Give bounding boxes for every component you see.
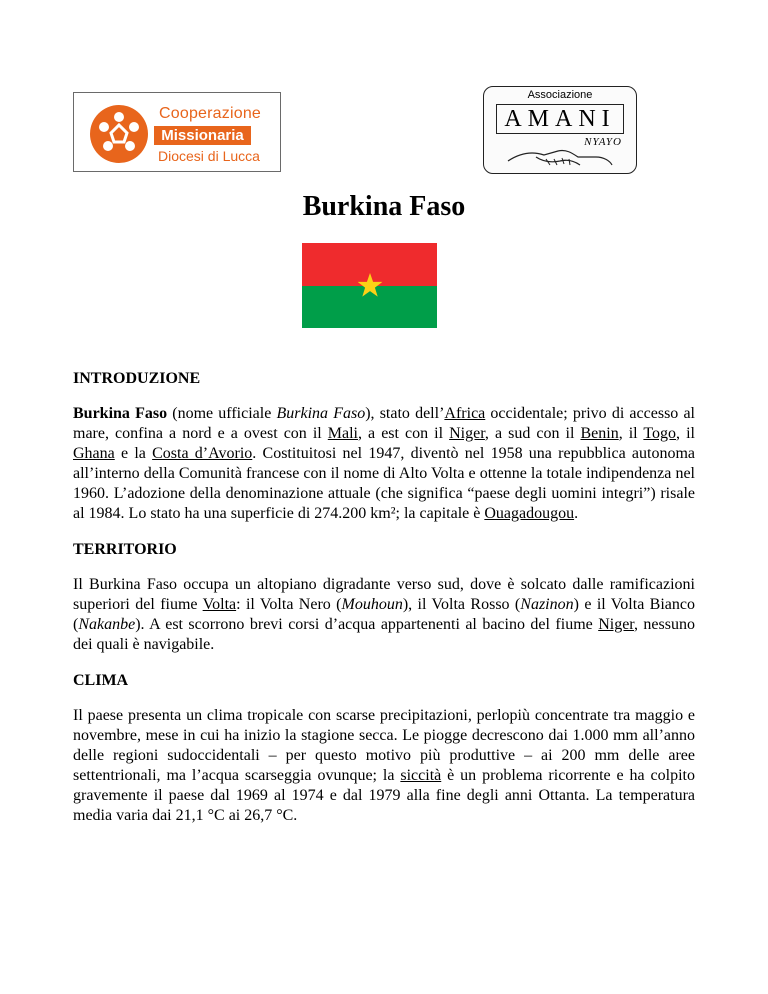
link-ghana[interactable]: Ghana xyxy=(73,445,115,462)
link-mali[interactable]: Mali xyxy=(327,425,358,442)
link-niger[interactable]: Niger xyxy=(449,425,485,442)
link-africa[interactable]: Africa xyxy=(444,405,486,422)
document-body xyxy=(73,369,695,826)
people-circle-logo-icon xyxy=(88,103,150,165)
paragraph-territorio: Il Burkina Faso occupa un altopiano digradante verso sud, dove è solcato dalle ramificazioni superiori del fiume Volta: il Volta Nero (Mouhoun), il Volta Rosso (Nazinon) e il Volta Bianco (Nakanbe). A est scorrono brevi corsi d’acqua appartenenti al bacino del fiume Niger, nessuno dei quali è navigabile. xyxy=(73,576,695,653)
link-ouagadougou[interactable]: Ouagadougou xyxy=(484,505,575,522)
amani-nyayo-logo xyxy=(483,86,637,174)
handshake-icon xyxy=(506,143,614,171)
heading-clima: CLIMA xyxy=(73,672,129,689)
logo-text-amani: AMANI xyxy=(496,104,624,134)
paragraph-clima: Il paese presenta un clima tropicale con scarse precipitazioni, perlopiù concentrate tra maggio e novembre, mese in cui ha inizio la stagione secca. Le piogge decrescono dai 1.000 mm all’anno delle regioni sudoccidentali – per questo motivo più produttive – ai 200 mm delle aree settentrionali, ma l’acqua scarseggia ovunque; la siccità è un problema ricorrente e ha colpito gravemente il paese dal 1969 al 1974 e dal 1979 alla fine degli anni Ottanta. La temperatura media varia dai 21,1 °C ai 26,7 °C. xyxy=(73,707,695,824)
burkina-faso-flag xyxy=(302,243,437,328)
italic-official-name: Burkina Faso xyxy=(276,405,366,422)
paragraph-introduzione: Burkina Faso (nome ufficiale Burkina Faso), stato dell’Africa occidentale; privo di accesso al mare, confina a nord e a ovest con il Mali, a est con il Niger, a sud con il Benin, il Togo, il Ghana e la Costa d’Avorio. Costituitosi nel 1947, diventò nel 1958 una repubblica autonoma all’interno della Comunità francese con il nome di Alto Volta e ottenne la totale indipendenza nel 1960. L’adozione della denominazione attuale (che significa “paese degli uomini integri”) risale al 1984. Lo stato ha una superficie di 274.200 km²; la capitale è Ouagadougou. xyxy=(73,405,696,522)
logo-text-missionaria: Missionaria xyxy=(154,126,251,145)
link-niger-river[interactable]: Niger xyxy=(598,616,634,633)
flag-star-icon xyxy=(357,273,383,298)
link-togo[interactable]: Togo xyxy=(643,425,677,442)
cooperazione-missionaria-logo xyxy=(73,92,281,172)
link-volta[interactable]: Volta xyxy=(202,596,237,613)
heading-introduzione: INTRODUZIONE xyxy=(73,370,201,387)
page-title: Burkina Faso xyxy=(302,191,466,222)
logo-text-diocesi: Diocesi di Lucca xyxy=(158,148,260,164)
heading-territorio: TERRITORIO xyxy=(73,541,177,558)
link-costa-d-avorio[interactable]: Costa d’Avorio xyxy=(152,445,253,462)
logo-text-nyayo: NYAYO xyxy=(584,136,622,148)
bold-country-name: Burkina Faso xyxy=(73,405,168,422)
link-benin[interactable]: Benin xyxy=(580,425,619,442)
logo-text-cooperazione: Cooperazione xyxy=(159,105,262,122)
logo-text-associazione: Associazione xyxy=(527,89,593,101)
link-siccita[interactable]: siccità xyxy=(400,767,442,784)
